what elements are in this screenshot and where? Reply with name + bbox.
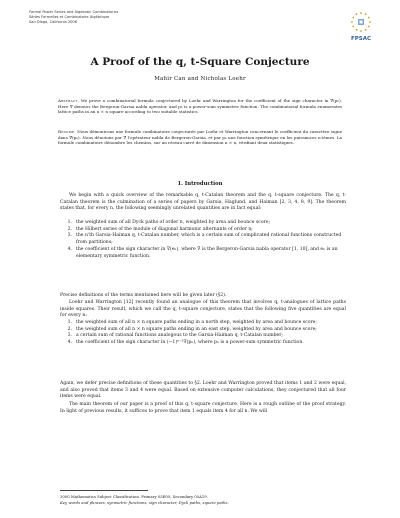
list-item-number: 4. — [67, 246, 72, 252]
list-item-number: 2. — [67, 326, 72, 332]
resume-label: Résumé. — [58, 129, 76, 134]
abstract-text: We prove a combinatorial formula conjectured by Loehr and Warrington for the coefficient of the sign character in ∇(pₙ). Here ∇ denotes the Bergeron-Garsia nabla operator, and pₙ is a power-sum symmetric function. The combinatorial formula enumerates lattice paths in an n × n square according to two suitable statistics. — [58, 98, 342, 115]
conjecture-list — [60, 320, 346, 347]
paper-authors: Mahir Can and Nicholas Loehr — [154, 76, 246, 82]
conference-header — [29, 10, 179, 25]
list-item-number: 2. — [67, 226, 72, 232]
resume — [58, 129, 342, 146]
list-item-number: 4. — [67, 340, 72, 346]
list-item-text: the n'th Garsia-Haiman q, t-Catalan number, which is a certain sum of complicated rational functions constructed from partitions; — [76, 233, 342, 246]
footnote-rule — [60, 490, 148, 491]
list-item-text: the weighted sum of all Dyck paths of order n, weighted by area and bounce score; — [76, 220, 271, 225]
paper-title: A Proof of the q, t-Square Conjecture — [90, 56, 310, 68]
fpsac-logo — [346, 10, 376, 46]
intro-paragraph-1: We begin with a quick overview of the remarkable q, t-Catalan theorem and the q, t-square conjecture. The q, t-Catalan theorem is the culmination of a series of papers by Garsia, Haglund, and Haiman [2, 3, 4, 8, 9]. The theorem states that, for every n, the following seemingly unrelated quantities are in fact equal: — [60, 193, 346, 212]
abstract — [58, 98, 342, 115]
intro-paragraph-2: Precise definitions of the terms mentioned here will be given later (§2). — [60, 293, 227, 298]
list-item-text: the weighted sum of all n × n square paths ending in a north step, weighted by area and bounce score; — [76, 320, 317, 325]
list-item — [60, 320, 346, 327]
list-item-text: the coefficient of the sign character in (−1)ⁿ⁻¹∇(pₙ), where pₙ is a power-sum symmetric function. — [76, 340, 304, 346]
msc-footnote: 2000 Mathematics Subject Classification. Primary 05E05; Secondary 05A19. — [60, 494, 208, 499]
list-item-number: 1. — [67, 220, 72, 225]
list-item-number: 3. — [67, 333, 72, 339]
intro-paragraph-5: The main theorem of our paper is a proof of this q, t-square conjecture. Here is a rough outline of the proof strategy. In light of previous results, it suffices to prove that item 1 equals item 4 for all n. We will — [60, 402, 346, 414]
intro-paragraph-4: Again, we defer precise definitions of these quantities to §2. Loehr and Warrington proved that items 1 and 2 were equal, and also proved that items 3 and 4 were equal. Based on extensive computer calculations, they conjectured that all four items were equal. — [60, 381, 346, 400]
svg-text:FPSAC: FPSAC — [350, 36, 372, 42]
intro-paragraph-3: Loehr and Warrington [12] recently found an analogue of this theorem that involves q, t-analogues of lattice paths inside squares. Their result, which we call the q, t-square conjecture, states that the following five quantities are equal for every n: — [60, 300, 346, 319]
list-item-text: the weighted sum of all n × n square paths ending in an east step, weighted by area and bounce score; — [76, 326, 317, 332]
list-item-number: 1. — [67, 320, 72, 325]
list-item-text: a certain sum of rational functions analogous to the Garsia-Haiman q, t-Catalan number; — [76, 333, 283, 339]
keywords-footnote: Key words and phrases. symmetric functions, sign character, Dyck paths, square paths. — [60, 500, 229, 505]
theorem-list — [60, 220, 346, 260]
conference-header-line-1: Formal Power Series and Algebraic Combinatorics — [29, 10, 119, 14]
list-item — [60, 340, 346, 347]
conference-header-line-3: San Diego, California 2006 — [29, 20, 77, 24]
list-item — [60, 233, 346, 246]
list-item-text: the Hilbert series of the module of diagonal harmonic alternants of order n; — [76, 226, 253, 232]
list-item — [60, 247, 346, 260]
list-item-text: the coefficient of the sign character in ∇(eₙ), where ∇ is the Bergeron-Garsia nabla operator [1, 10], and eₙ is an elementary symmetric function. — [76, 246, 338, 259]
resume-text: Nous démontrons une formule combinatoire conjecturée par Loehr et Warrington concernant le coefficient du caractère signe dans ∇(pₙ). Nous dénotons par ∇ l'opérateur nabla de Bergeron-Garsia, et par pₙ une fonction symétrique en les puissances n-ièmes. La formule combinatoire dénombre les chemins, sur un réseau carré de dimension n × n, vérifiant deux statistiques. — [58, 129, 342, 146]
list-item-number: 3. — [67, 233, 72, 239]
conference-header-line-2: Séries Formelles et Combinatoire Algébrique — [29, 15, 110, 19]
section-heading: 1. Introduction — [177, 181, 223, 187]
list-item — [60, 220, 346, 227]
abstract-label: Abstract. — [58, 98, 80, 103]
